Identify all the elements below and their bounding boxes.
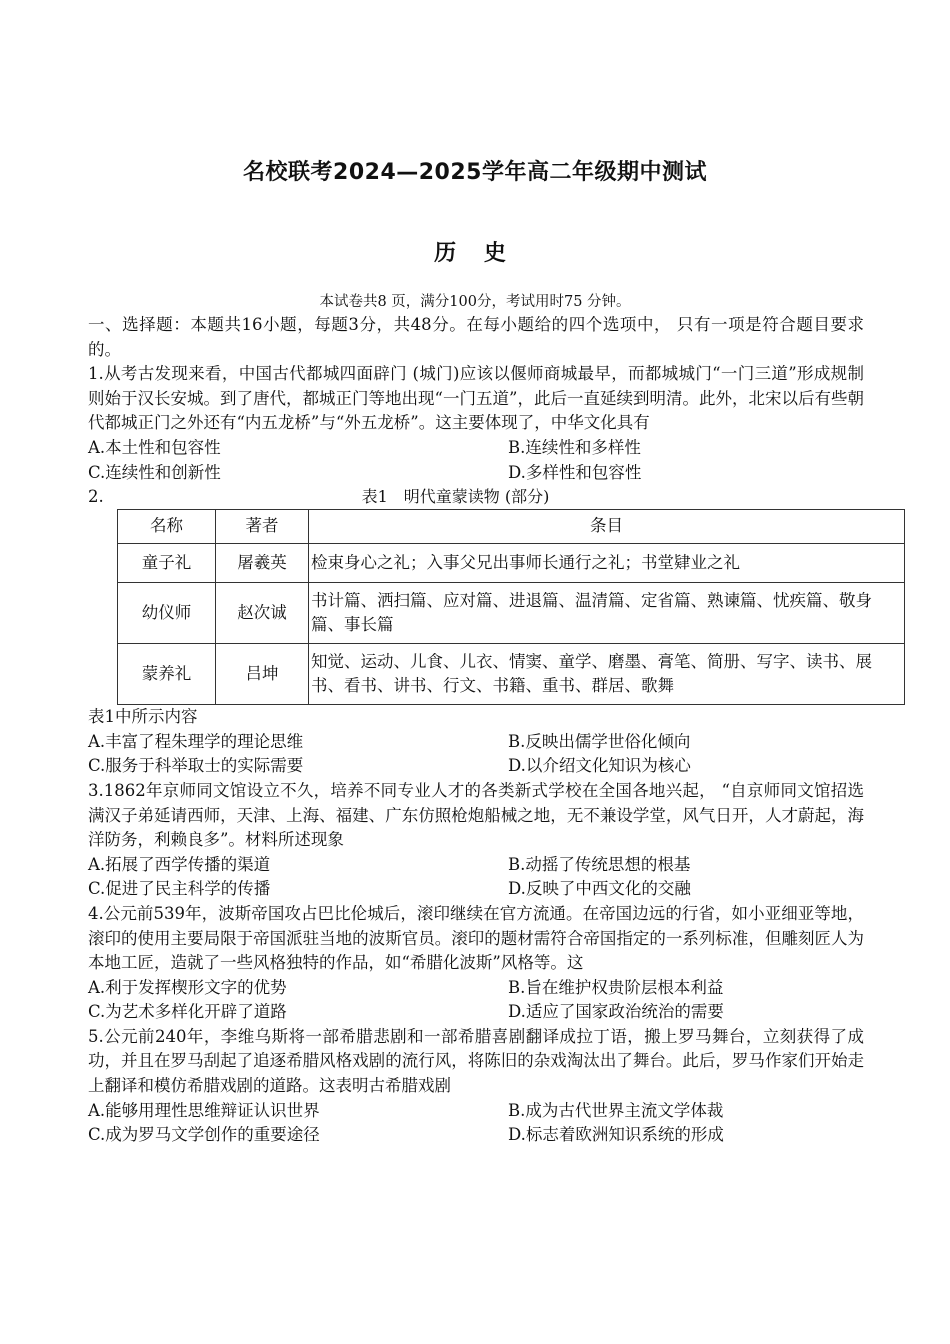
exam-info: 本试卷共8 页，满分100分，考试用时75 分钟。 [319, 294, 631, 310]
table-cell-entries: 知觉、运动、儿食、儿衣、情窦、童学、磨墨、膏笔、简册、写字、读书、展书、看书、讲书、行文、书籍、重书、群居、歌舞 [309, 644, 905, 705]
table-row [118, 544, 905, 583]
question-4-options [88, 976, 864, 1025]
question-5-options [88, 1099, 864, 1148]
option-d: D.适应了国家政治统治的需要 [508, 1002, 724, 1022]
option-d: D.多样性和包容性 [508, 462, 642, 482]
option-b: B.成为古代世界主流文学体裁 [508, 1100, 724, 1120]
option-a: A.能够用理性思维辩证认识世界 [88, 1100, 320, 1120]
question-2-stem: 表1中所示内容 [88, 707, 198, 727]
option-c: C.促进了民主科学的传播 [88, 879, 271, 899]
option-d: D.反映了中西文化的交融 [508, 879, 691, 899]
option-d: D.以介绍文化知识为核心 [508, 756, 691, 776]
option-a: A.本土性和包容性 [88, 437, 221, 457]
option-a: A.拓展了西学传播的渠道 [88, 854, 271, 874]
table-cell-name: 幼仪师 [118, 583, 216, 644]
question-5-stem: 5.公元前240年，李维乌斯将一部希腊悲剧和一部希腊喜剧翻译成拉丁语，搬上罗马舞台，立刻获得了成功，并且在罗马刮起了追逐希腊风格戏剧的流行风，将陈旧的杂戏淘汰出了舞台。此后，罗马作家们开始走上翻译和模仿希腊戏剧的道路。这表明古希腊戏剧 [88, 1026, 864, 1096]
option-b: B.旨在维护权贵阶层根本利益 [508, 977, 724, 997]
exam-title: 名校联考2024—2025学年高二年级期中测试 [243, 160, 707, 185]
table-cell-name: 童子礼 [118, 544, 216, 583]
section-intro: 一、选择题：本题共16小题，每题3分，共48分。在每小题给的四个选项中， 只有一项是符合题目要求的。 [88, 315, 864, 359]
table-header-author: 著者 [216, 510, 309, 544]
option-a: A.丰富了程朱理学的理论思维 [88, 731, 304, 751]
table-cell-entries: 检束身心之礼；入事父兄出事师长通行之礼；书堂肄业之礼 [309, 544, 905, 583]
table-caption: 表1 明代童蒙读物 (部分) [361, 487, 550, 507]
option-c: C.成为罗马文学创作的重要途径 [88, 1125, 320, 1145]
question-2-options [88, 730, 864, 779]
table-cell-author: 赵次诚 [216, 583, 309, 644]
table-header-row [118, 510, 905, 544]
table-header-entries: 条目 [309, 510, 905, 544]
question-3-stem: 3.1862年京师同文馆设立不久，培养不同专业人才的各类新式学校在全国各地兴起， “自京师同文馆招选满汉子弟延请西师，天津、上海、福建、广东仿照枪炮船械之地，无不兼设学堂，风气日开，人才蔚起，海洋防务，利赖良多”。材料所述现象 [88, 780, 864, 850]
option-a: A.利于发挥楔形文字的优势 [88, 977, 287, 997]
option-b: B.连续性和多样性 [508, 437, 641, 457]
question-2-caption-row [88, 485, 864, 509]
option-d: D.标志着欧洲知识系统的形成 [508, 1125, 724, 1145]
table-row [118, 583, 905, 644]
table-header-name: 名称 [118, 510, 216, 544]
question-2-number: 2. [88, 487, 104, 507]
question-3-options [88, 853, 864, 902]
option-c: C.为艺术多样化开辟了道路 [88, 1002, 287, 1022]
table-cell-author: 吕坤 [216, 644, 309, 705]
option-c: C.服务于科举取士的实际需要 [88, 756, 304, 776]
table-row [118, 644, 905, 705]
question-4-stem: 4.公元前539年，波斯帝国攻占巴比伦城后，滚印继续在官方流通。在帝国边远的行省，如小亚细亚等地，滚印的使用主要局限于帝国派驻当地的波斯官员。滚印的题材需符合帝国指定的一系列标准，但雕刻匠人为本地工匠，造就了一些风格独特的作品，如“希腊化波斯”风格等。这 [88, 903, 864, 973]
question-1-options [88, 436, 864, 485]
table-cell-entries: 书计篇、洒扫篇、应对篇、进退篇、温清篇、定省篇、熟谏篇、忧疾篇、敬身篇、事长篇 [309, 583, 905, 644]
table-cell-author: 屠羲英 [216, 544, 309, 583]
exam-content [88, 313, 872, 1148]
reading-materials-table [117, 509, 905, 705]
table-cell-name: 蒙养礼 [118, 644, 216, 705]
subject-title: 历 史 [434, 241, 516, 266]
option-b: B.动摇了传统思想的根基 [508, 854, 691, 874]
option-c: C.连续性和创新性 [88, 462, 221, 482]
option-b: B.反映出儒学世俗化倾向 [508, 731, 691, 751]
question-1-stem: 1.从考古发现来看，中国古代都城四面辟门 (城门)应该以偃师商城最早，而都城城门“一门三道”形成规制则始于汉长安城。到了唐代，都城正门等地出现“一门五道”，此后一直延续到明清。此外，北宋以后有些朝代都城正门之外还有“内五龙桥”与“外五龙桥”。这主要体现了，中华文化具有 [88, 364, 864, 433]
